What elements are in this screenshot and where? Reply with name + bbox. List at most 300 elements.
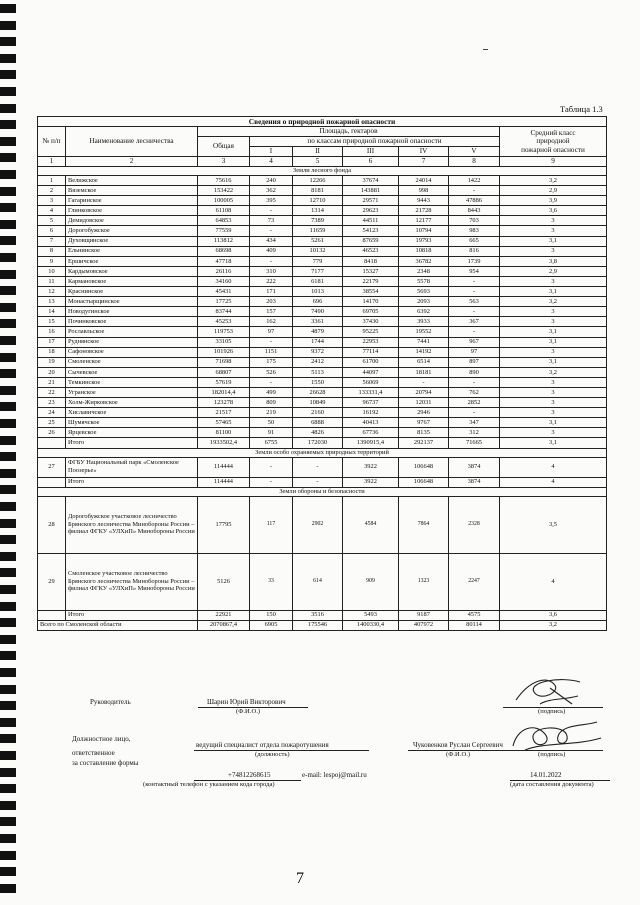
cell-total: 1933502,4 <box>198 438 250 448</box>
cell-total: 33105 <box>198 337 250 347</box>
cell-c2: 6888 <box>293 418 343 428</box>
grand-total-label: Всего по Смоленской области <box>38 620 198 630</box>
signature-caption-1: (подпись) <box>538 708 566 715</box>
binding-hole <box>0 685 16 694</box>
cell-name: Хиславичское <box>66 408 198 418</box>
cell-num: 25 <box>38 418 66 428</box>
cell-total: 123278 <box>198 398 250 408</box>
cell-num: 14 <box>38 307 66 317</box>
contact-phone: +74812268615 <box>228 771 271 779</box>
cell-c5: 8443 <box>449 206 500 216</box>
cell-c4: 9443 <box>399 196 449 206</box>
cell-c1: 97 <box>250 327 293 337</box>
cell-c2: 779 <box>293 256 343 266</box>
cell-c4: 5578 <box>399 276 449 286</box>
total-row <box>38 477 607 487</box>
cell-total: 5126 <box>198 553 250 610</box>
cell-name: Шумячское <box>66 418 198 428</box>
cell-num: 20 <box>38 367 66 377</box>
cell-c1: 310 <box>250 266 293 276</box>
cell-c3: 69705 <box>343 307 399 317</box>
cell-avg: 2,9 <box>500 266 607 276</box>
cell-c4: 20794 <box>399 387 449 397</box>
col-index: 1 <box>38 157 66 167</box>
binding-hole <box>0 884 16 893</box>
cell-c2: 172030 <box>293 438 343 448</box>
header-total: Общая <box>198 137 250 157</box>
cell-c1: 175 <box>250 357 293 367</box>
header-area: Площадь, гектаров <box>198 127 500 137</box>
cell-c2: 175546 <box>293 620 343 630</box>
binding-hole <box>0 817 16 826</box>
cell-c3: 46523 <box>343 246 399 256</box>
cell-avg: 3,1 <box>500 337 607 347</box>
cell-num: 26 <box>38 428 66 438</box>
cell-name: Холм-Жирковское <box>66 398 198 408</box>
binding-hole <box>0 369 16 378</box>
col-index: 7 <box>399 157 449 167</box>
cell-name: Смоленское <box>66 357 198 367</box>
fio-caption-1: (Ф.И.О.) <box>236 708 261 715</box>
header-by-class: по классам природной пожарной опасности <box>250 137 500 147</box>
cell-c3: 5493 <box>343 610 399 620</box>
cell-c4: 2946 <box>399 408 449 418</box>
binding-hole <box>0 469 16 478</box>
cell-c3: 3922 <box>343 477 399 487</box>
cell-c1: 409 <box>250 246 293 256</box>
cell-c5: 816 <box>449 246 500 256</box>
cell-c4: 36782 <box>399 256 449 266</box>
table-row <box>38 553 607 610</box>
cell-c5: - <box>449 186 500 196</box>
cell-total: 77559 <box>198 226 250 236</box>
cell-num: 11 <box>38 276 66 286</box>
cell-total: 119753 <box>198 327 250 337</box>
binding-hole <box>0 734 16 743</box>
cell-c3: 22179 <box>343 276 399 286</box>
binding-hole <box>0 386 16 395</box>
binding-hole <box>0 220 16 229</box>
binding-hole <box>0 286 16 295</box>
table-row <box>38 297 607 307</box>
cell-total: 75616 <box>198 176 250 186</box>
cell-c5: 2328 <box>449 496 500 553</box>
binding-hole <box>0 635 16 644</box>
cell-num: 19 <box>38 357 66 367</box>
responsible-name: Чуковенков Руслан Сергеевич <box>413 741 503 749</box>
cell-avg: 4 <box>500 477 607 487</box>
cell-avg: 4 <box>500 457 607 477</box>
cell-c5: 703 <box>449 216 500 226</box>
cell-avg: 3 <box>500 246 607 256</box>
cell-avg: 3,2 <box>500 620 607 630</box>
cell-num <box>38 610 66 620</box>
cell-c4: 19793 <box>399 236 449 246</box>
document-date: 14.01.2022 <box>530 771 562 779</box>
binding-hole <box>0 519 16 528</box>
cell-c3: 4584 <box>343 496 399 553</box>
table-row <box>38 287 607 297</box>
cell-name: Починковское <box>66 317 198 327</box>
cell-c1: 362 <box>250 186 293 196</box>
cell-c4: 10818 <box>399 246 449 256</box>
cell-total: 114444 <box>198 477 250 487</box>
cell-avg: 3 <box>500 408 607 418</box>
cell-c1: 50 <box>250 418 293 428</box>
cell-avg: 3,2 <box>500 367 607 377</box>
cell-c5: 47886 <box>449 196 500 206</box>
cell-c3: 15327 <box>343 266 399 276</box>
section-row <box>38 448 607 457</box>
cell-total: 100005 <box>198 196 250 206</box>
header-num: № п/п <box>38 127 66 157</box>
binding-hole <box>0 270 16 279</box>
cell-name: Духовщинское <box>66 236 198 246</box>
cell-num: 27 <box>38 457 66 477</box>
cell-c4: 7441 <box>399 337 449 347</box>
cell-c5: - <box>449 408 500 418</box>
table-row <box>38 266 607 276</box>
binding-hole <box>0 452 16 461</box>
contact-email: e-mail: lespoj@mail.ru <box>302 771 367 779</box>
cell-c5: 3874 <box>449 477 500 487</box>
binding-hole <box>0 37 16 46</box>
col-index: 8 <box>449 157 500 167</box>
cell-total: 34160 <box>198 276 250 286</box>
cell-c3: 40413 <box>343 418 399 428</box>
cell-num: 24 <box>38 408 66 418</box>
cell-c2: 4826 <box>293 428 343 438</box>
cell-c1: 171 <box>250 287 293 297</box>
cell-name: Итого <box>66 610 198 620</box>
binding-hole <box>0 701 16 710</box>
cell-num: 3 <box>38 196 66 206</box>
section-forest-lands: Земли лесного фонда <box>38 167 607 176</box>
cell-c1: 6905 <box>250 620 293 630</box>
binding-hole <box>0 718 16 727</box>
cell-c3: 44511 <box>343 216 399 226</box>
cell-c1: 222 <box>250 276 293 286</box>
cell-name: Сафоновское <box>66 347 198 357</box>
cell-c3: 29623 <box>343 206 399 216</box>
cell-avg: 3,8 <box>500 256 607 266</box>
binding-hole <box>0 751 16 760</box>
cell-avg: 3,1 <box>500 327 607 337</box>
cell-c2: 6181 <box>293 276 343 286</box>
table-row <box>38 256 607 266</box>
responsible-label-3: за составление формы <box>72 759 139 767</box>
header-class-1: I <box>250 147 293 157</box>
cell-c1: 526 <box>250 367 293 377</box>
cell-name: Темкинское <box>66 377 198 387</box>
cell-c2: 1744 <box>293 337 343 347</box>
cell-num: 5 <box>38 216 66 226</box>
cell-c3: 14170 <box>343 297 399 307</box>
cell-c4: 9187 <box>399 610 449 620</box>
cell-c3: 67736 <box>343 428 399 438</box>
cell-avg: 3,1 <box>500 418 607 428</box>
cell-c3: 29571 <box>343 196 399 206</box>
cell-c4: 1323 <box>399 553 449 610</box>
cell-c2: 1013 <box>293 287 343 297</box>
cell-total: 101926 <box>198 347 250 357</box>
cell-num: 18 <box>38 347 66 357</box>
cell-c4: 7864 <box>399 496 449 553</box>
cell-c5: 2852 <box>449 398 500 408</box>
cell-c1: 240 <box>250 176 293 186</box>
col-index: 5 <box>293 157 343 167</box>
cell-c2: 4879 <box>293 327 343 337</box>
cell-c2: - <box>293 477 343 487</box>
cell-name: Ершичское <box>66 256 198 266</box>
col-index: 6 <box>343 157 399 167</box>
cell-avg: 3,5 <box>500 496 607 553</box>
cell-avg: 3 <box>500 307 607 317</box>
scan-mark <box>483 49 488 50</box>
cell-c4: 407972 <box>399 620 449 630</box>
cell-avg: 3 <box>500 226 607 236</box>
responsible-label-2: ответственное <box>72 749 115 757</box>
cell-c5: 954 <box>449 266 500 276</box>
binding-hole <box>0 87 16 96</box>
signature-caption-2: (подпись) <box>538 751 566 758</box>
cell-avg: 3 <box>500 428 607 438</box>
cell-avg: 3,6 <box>500 206 607 216</box>
cell-num: 12 <box>38 287 66 297</box>
head-signature-icon <box>510 670 590 710</box>
binding-hole <box>0 502 16 511</box>
binding-hole <box>0 104 16 113</box>
cell-c5: 563 <box>449 297 500 307</box>
cell-num <box>38 477 66 487</box>
cell-c1: 157 <box>250 307 293 317</box>
binding-hole <box>0 353 16 362</box>
cell-c5: 71665 <box>449 438 500 448</box>
cell-total: 47718 <box>198 256 250 266</box>
cell-c2: 11659 <box>293 226 343 236</box>
binding-hole <box>0 618 16 627</box>
page-number: 7 <box>296 870 304 887</box>
col-index: 9 <box>500 157 607 167</box>
table-row <box>38 347 607 357</box>
table-row <box>38 236 607 246</box>
binding-hole <box>0 535 16 544</box>
cell-c3: 61700 <box>343 357 399 367</box>
table-row <box>38 226 607 236</box>
total-row <box>38 610 607 620</box>
column-index-row <box>38 157 607 167</box>
cell-c4: 5693 <box>399 287 449 297</box>
cell-name: Новодугинское <box>66 307 198 317</box>
cell-c1: - <box>250 377 293 387</box>
cell-num: 17 <box>38 337 66 347</box>
cell-c3: 96737 <box>343 398 399 408</box>
table-row <box>38 186 607 196</box>
col-index: 3 <box>198 157 250 167</box>
cell-c2: 3361 <box>293 317 343 327</box>
cell-c4: 6514 <box>399 357 449 367</box>
cell-c2: - <box>293 457 343 477</box>
header-avg: Средний класс природной пожарной опасности <box>500 127 607 157</box>
table-row <box>38 246 607 256</box>
binding-hole <box>0 70 16 79</box>
cell-num: 15 <box>38 317 66 327</box>
cell-avg: 3,2 <box>500 176 607 186</box>
cell-c2: 1314 <box>293 206 343 216</box>
cell-total: 57619 <box>198 377 250 387</box>
cell-c2: 2160 <box>293 408 343 418</box>
cell-c4: 106648 <box>399 477 449 487</box>
table-row <box>38 276 607 286</box>
binding-hole <box>0 485 16 494</box>
binding-hole <box>0 187 16 196</box>
cell-total: 68698 <box>198 246 250 256</box>
cell-c3: 1400330,4 <box>343 620 399 630</box>
cell-name: Краснинское <box>66 287 198 297</box>
cell-c2: 26628 <box>293 387 343 397</box>
cell-total: 21517 <box>198 408 250 418</box>
cell-c2: 7389 <box>293 216 343 226</box>
cell-name: Смоленское участковое лесничество Брянского лесничества Минобороны России – филиал ФГКУ «УЛХиП» Минобороны России <box>66 553 198 610</box>
cell-avg: 4 <box>500 553 607 610</box>
fire-danger-table <box>37 116 607 631</box>
cell-avg: 2,9 <box>500 186 607 196</box>
table-row <box>38 398 607 408</box>
cell-c5: 3874 <box>449 457 500 477</box>
cell-c4: 6392 <box>399 307 449 317</box>
binding-hole <box>0 120 16 129</box>
section-row <box>38 487 607 496</box>
cell-c1: - <box>250 477 293 487</box>
head-name: Шарин Юрий Викторович <box>207 698 286 706</box>
cell-name: ФГБУ Национальный парк «Смоленское Поозерье» <box>66 457 198 477</box>
cell-c1: - <box>250 457 293 477</box>
cell-c2: 9372 <box>293 347 343 357</box>
cell-c5: 897 <box>449 357 500 367</box>
cell-c4: 292137 <box>399 438 449 448</box>
binding-hole <box>0 784 16 793</box>
cell-c4: 8135 <box>399 428 449 438</box>
cell-num: 1 <box>38 176 66 186</box>
cell-c5: - <box>449 307 500 317</box>
cell-total: 68807 <box>198 367 250 377</box>
cell-c1: 73 <box>250 216 293 226</box>
cell-c1: 219 <box>250 408 293 418</box>
cell-c2: 696 <box>293 297 343 307</box>
cell-c2: 10132 <box>293 246 343 256</box>
binding-hole <box>0 153 16 162</box>
cell-c3: 44097 <box>343 367 399 377</box>
cell-total: 81100 <box>198 428 250 438</box>
cell-c5: - <box>449 327 500 337</box>
cell-c5: 367 <box>449 317 500 327</box>
table-label: Таблица 1.3 <box>560 104 603 114</box>
cell-c4: 12177 <box>399 216 449 226</box>
cell-c4: 2348 <box>399 266 449 276</box>
cell-c4: 2093 <box>399 297 449 307</box>
binding-hole <box>0 851 16 860</box>
cell-total: 45431 <box>198 287 250 297</box>
binding-hole <box>0 568 16 577</box>
binding-hole <box>0 436 16 445</box>
cell-c4: 998 <box>399 186 449 196</box>
cell-avg: 3 <box>500 317 607 327</box>
date-caption: (дата составления документа) <box>510 781 594 788</box>
cell-c4: 12031 <box>399 398 449 408</box>
table-row <box>38 317 607 327</box>
table-row <box>38 496 607 553</box>
cell-c2: 12710 <box>293 196 343 206</box>
position-caption: (должность) <box>255 751 290 758</box>
binding-hole <box>0 319 16 328</box>
cell-name: Демидовское <box>66 216 198 226</box>
cell-avg: 3 <box>500 377 607 387</box>
cell-name: Вяземское <box>66 186 198 196</box>
cell-total: 182014,4 <box>198 387 250 397</box>
cell-total: 64853 <box>198 216 250 226</box>
cell-c1: 33 <box>250 553 293 610</box>
cell-c1: - <box>250 337 293 347</box>
cell-c3: 8418 <box>343 256 399 266</box>
cell-num: 23 <box>38 398 66 408</box>
cell-c1: 117 <box>250 496 293 553</box>
cell-total: 22921 <box>198 610 250 620</box>
cell-c2: 3516 <box>293 610 343 620</box>
binding-hole <box>0 801 16 810</box>
cell-total: 113812 <box>198 236 250 246</box>
cell-c5: 347 <box>449 418 500 428</box>
cell-avg: 3,2 <box>500 297 607 307</box>
cell-c2: 7177 <box>293 266 343 276</box>
binding-hole <box>0 137 16 146</box>
responsible-position: ведущий специалист отдела пожаротушения <box>196 741 329 749</box>
grand-total-row <box>38 620 607 630</box>
header-class-5: V <box>449 147 500 157</box>
cell-c4: 14192 <box>399 347 449 357</box>
cell-num: 7 <box>38 236 66 246</box>
cell-num: 28 <box>38 496 66 553</box>
cell-c1: 1151 <box>250 347 293 357</box>
cell-avg: 3,1 <box>500 438 607 448</box>
binding-hole <box>0 768 16 777</box>
cell-total: 26116 <box>198 266 250 276</box>
section-protected-areas: Земли особо охраняемых природных территорий <box>38 448 607 457</box>
binding-hole <box>0 668 16 677</box>
cell-c2: 7490 <box>293 307 343 317</box>
cell-name: Велижское <box>66 176 198 186</box>
cell-c3: 56069 <box>343 377 399 387</box>
cell-c2: 2902 <box>293 496 343 553</box>
table-row <box>38 408 607 418</box>
binding-hole <box>0 4 16 13</box>
table-row <box>38 418 607 428</box>
head-label: Руководитель <box>90 698 131 706</box>
cell-c2: 2412 <box>293 357 343 367</box>
cell-c4: 9767 <box>399 418 449 428</box>
total-row <box>38 438 607 448</box>
cell-c4: 10794 <box>399 226 449 236</box>
binding-strip <box>0 0 18 905</box>
cell-total: 71698 <box>198 357 250 367</box>
cell-c5: 312 <box>449 428 500 438</box>
cell-name: Итого <box>66 477 198 487</box>
cell-c3: 909 <box>343 553 399 610</box>
responsible-signature-icon <box>505 716 605 756</box>
cell-avg: 3 <box>500 276 607 286</box>
table-row <box>38 206 607 216</box>
cell-c2: 10849 <box>293 398 343 408</box>
cell-name: Ярцевское <box>66 428 198 438</box>
